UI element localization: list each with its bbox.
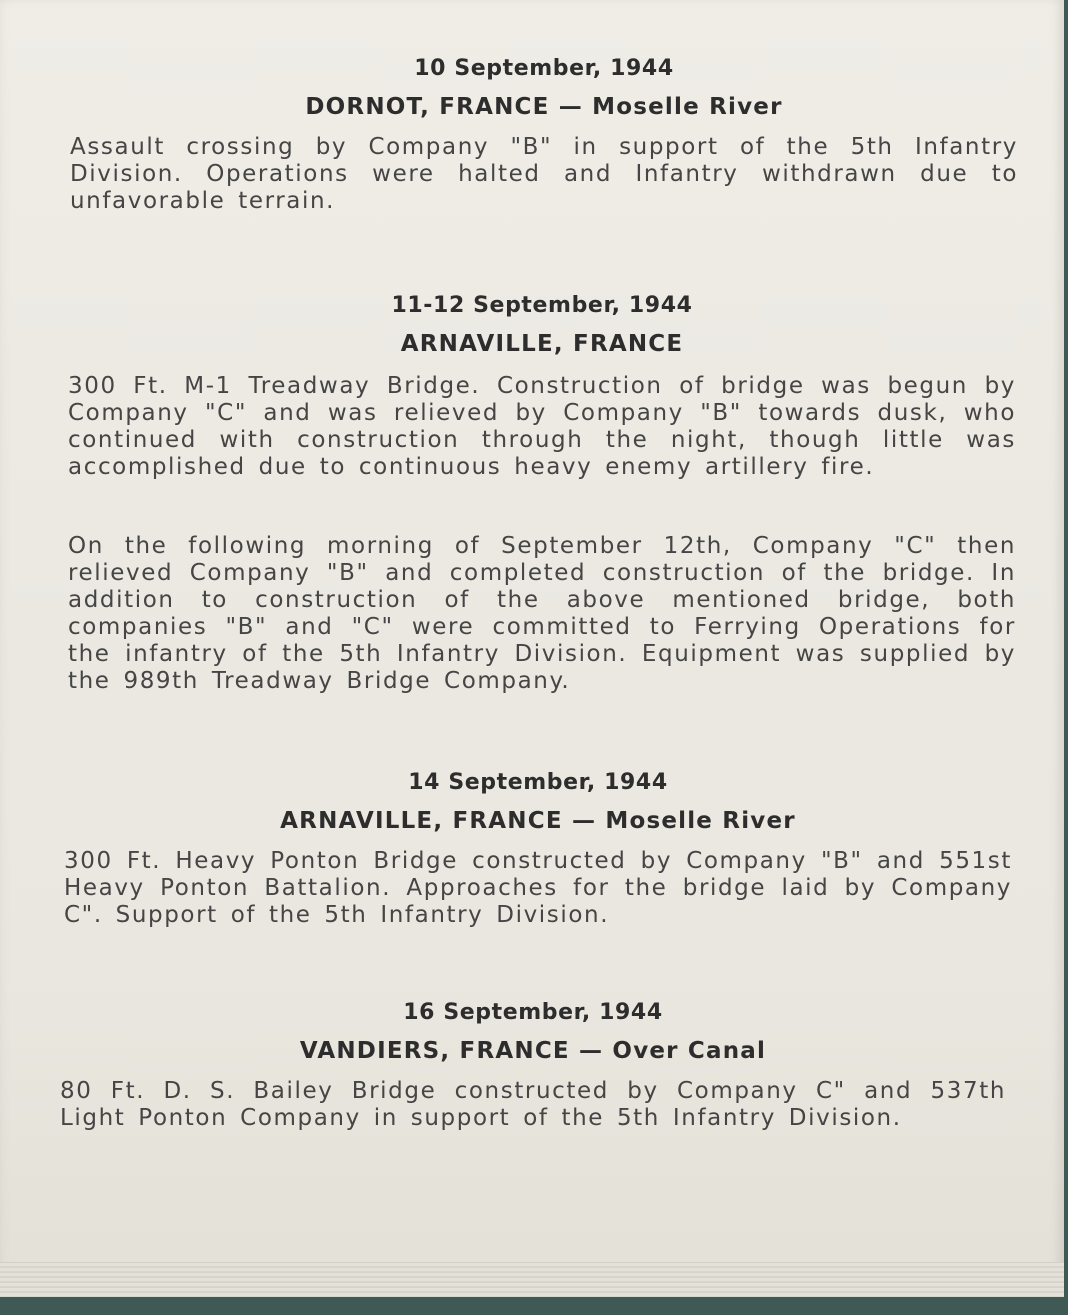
entry-paragraph: 80 Ft. D. S. Bailey Bridge constructed by Company C" and 537th Light Ponton Company in support of the 5th Infantry Division.	[60, 1078, 1006, 1131]
page-edge	[0, 1262, 1064, 1297]
entry-location: ARNAVILLE, FRANCE	[400, 331, 684, 357]
entry-1	[70, 52, 1018, 232]
entry-3	[64, 766, 1012, 946]
entry-date: 14 September, 1944	[408, 770, 668, 795]
entry-date: 16 September, 1944	[403, 1000, 663, 1025]
entry-location: DORNOT, FRANCE — Moselle River	[305, 94, 783, 120]
entry-date: 11-12 September, 1944	[391, 293, 693, 318]
entry-location: VANDIERS, FRANCE — Over Canal	[299, 1038, 767, 1064]
entry-paragraph: Assault crossing by Company "B" in support of the 5th Infantry Division. Operations were halted and Infantry withdrawn due to unfavorable terrain.	[70, 134, 1018, 214]
entry-paragraph: On the following morning of September 12th, Company "C" then relieved Company "B" and completed construction of the bridge. In addition to construction of the above mentioned bridge, both companies "B" and "C" were committed to Ferrying Operations for the infantry of the 5th Infantry Division. Equipment was supplied by the 989th Treadway Bridge Company.	[68, 533, 1016, 694]
entry-location: ARNAVILLE, FRANCE — Moselle River	[280, 808, 796, 834]
entry-4	[60, 996, 1006, 1146]
entry-2	[68, 289, 1016, 709]
entry-paragraph: 300 Ft. Heavy Ponton Bridge constructed by Company "B" and 551st Heavy Ponton Battalion. Approaches for the bridge laid by Company C". Support of the 5th Infantry Division.	[64, 848, 1012, 928]
entry-paragraph: 300 Ft. M-1 Treadway Bridge. Construction of bridge was begun by Company "C" and was relieved by Company "B" towards dusk, who continued with construction through the night, though little was accomplished due to continuous heavy enemy artillery fire.	[68, 373, 1016, 480]
entry-date: 10 September, 1944	[414, 56, 674, 81]
